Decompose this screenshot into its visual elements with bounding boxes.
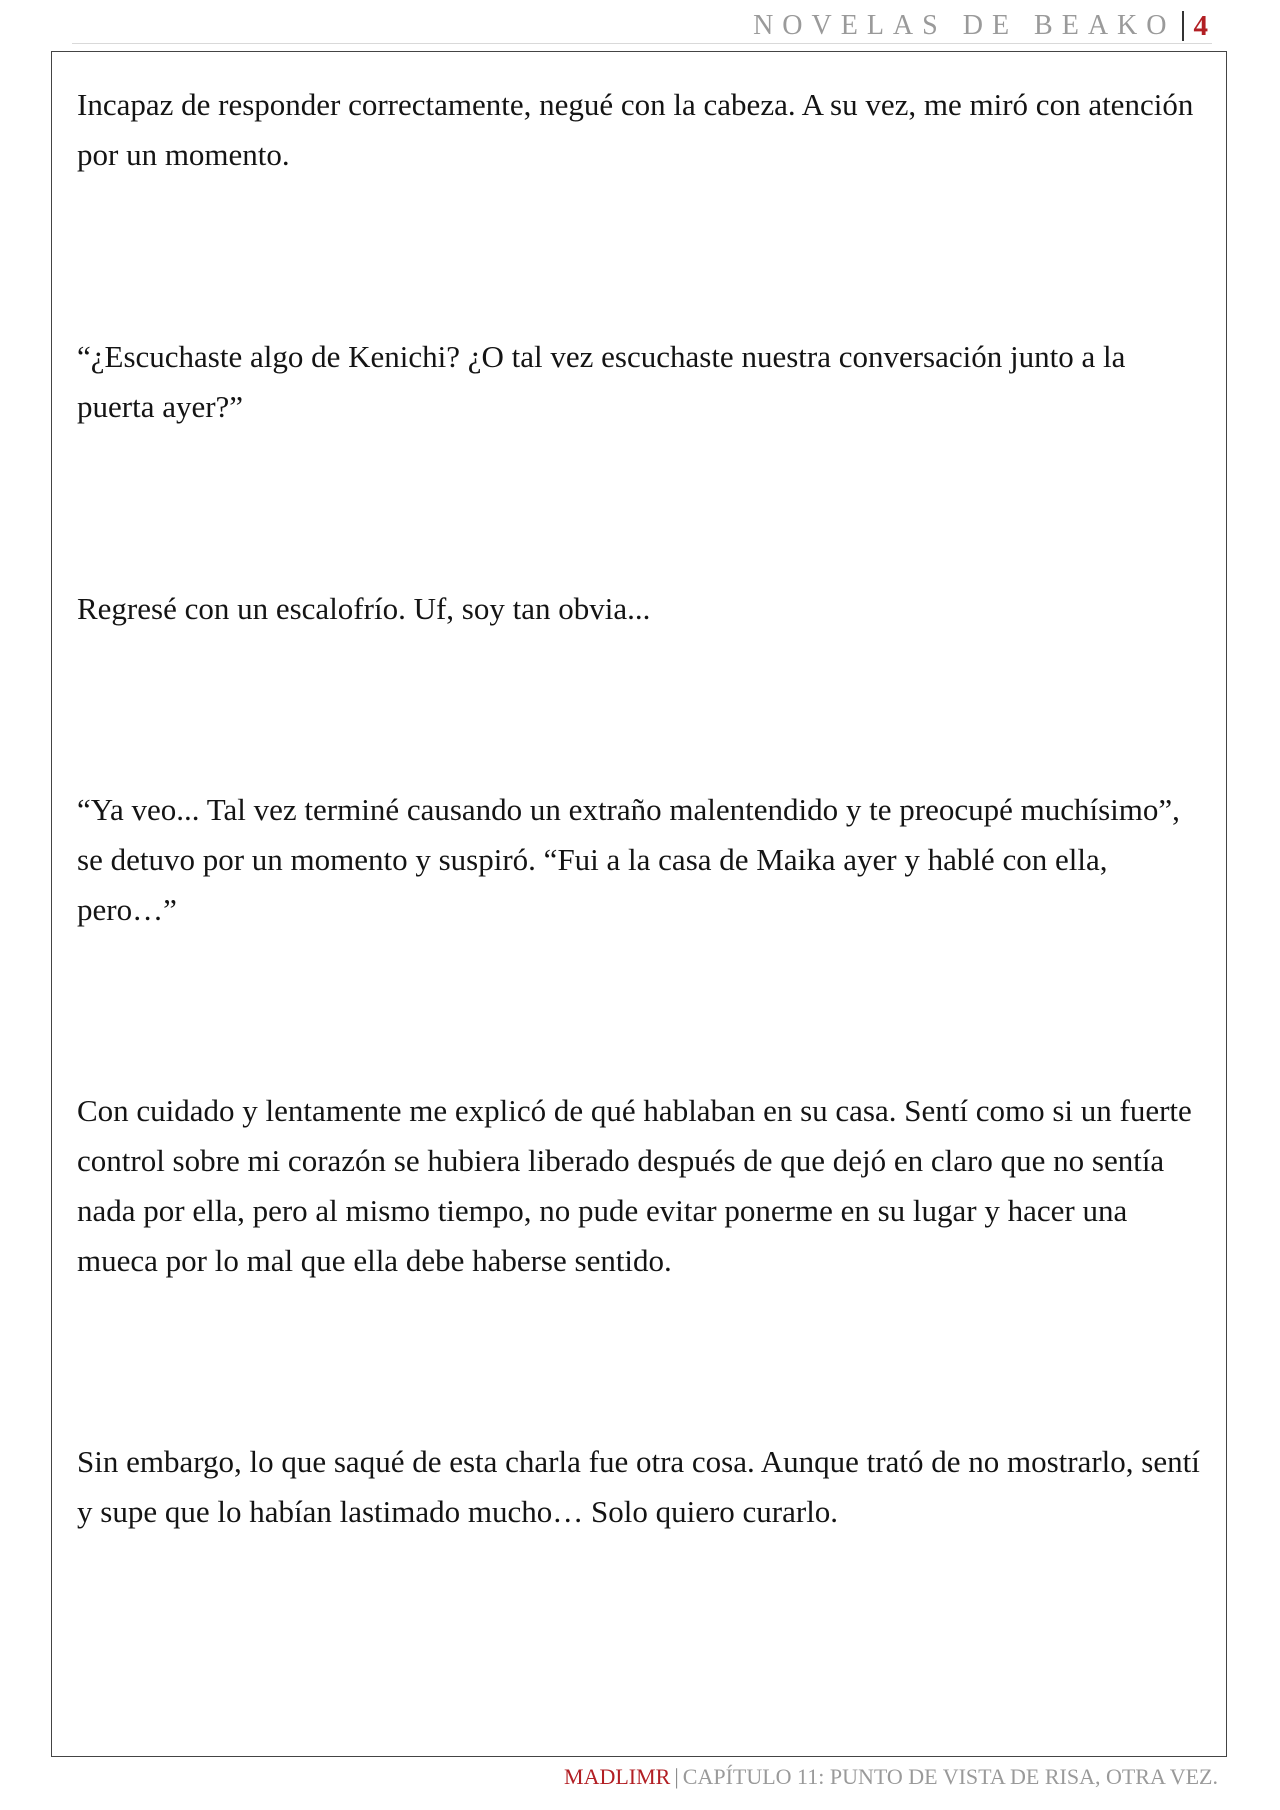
header-divider [1182,11,1184,41]
paragraph-5: Con cuidado y lentamente me explicó de qué hablaban en su casa. Sentí como si un fuerte control sobre mi corazón se hubiera liberado después de que dejó en claro que no sentía nada por ella, pero al mismo tiempo, no pude evitar ponerme en su lugar y hacer una mueca por lo mal que ella debe haberse sentido. [77,1093,1192,1278]
paragraph-4: “Ya veo... Tal vez terminé causando un extraño malentendido y te preocupé muchísimo”, se detuvo por un momento y suspiró. “Fui a la casa de Maika ayer y hablé con ella, pero…” [77,792,1180,927]
paragraph-3: Regresé con un escalofrío. Uf, soy tan obvia... [77,591,651,626]
header-title: NOVELAS DE BEAKO [753,10,1176,41]
page-number: 4 [1193,9,1208,42]
page-footer [564,1764,1218,1790]
paragraph-1: Incapaz de responder correctamente, negué con la cabeza. A su vez, me miró con atención por un momento. [77,87,1194,172]
footer-separator: | [674,1764,679,1789]
paragraph-6: Sin embargo, lo que saqué de esta charla fue otra cosa. Aunque trató de no mostrarlo, sentí y supe que lo habían lastimado mucho… Solo quiero curarlo. [77,1444,1200,1529]
paragraph-2: “¿Escuchaste algo de Kenichi? ¿O tal vez escuchaste nuestra conversación junto a la puerta ayer?” [77,339,1126,424]
footer-author: MADLIMR [564,1764,671,1789]
footer-chapter: CAPÍTULO 11: PUNTO DE VISTA DE RISA, OTRA VEZ. [682,1764,1218,1789]
header-rule [72,43,1212,44]
page-header [753,6,1208,46]
